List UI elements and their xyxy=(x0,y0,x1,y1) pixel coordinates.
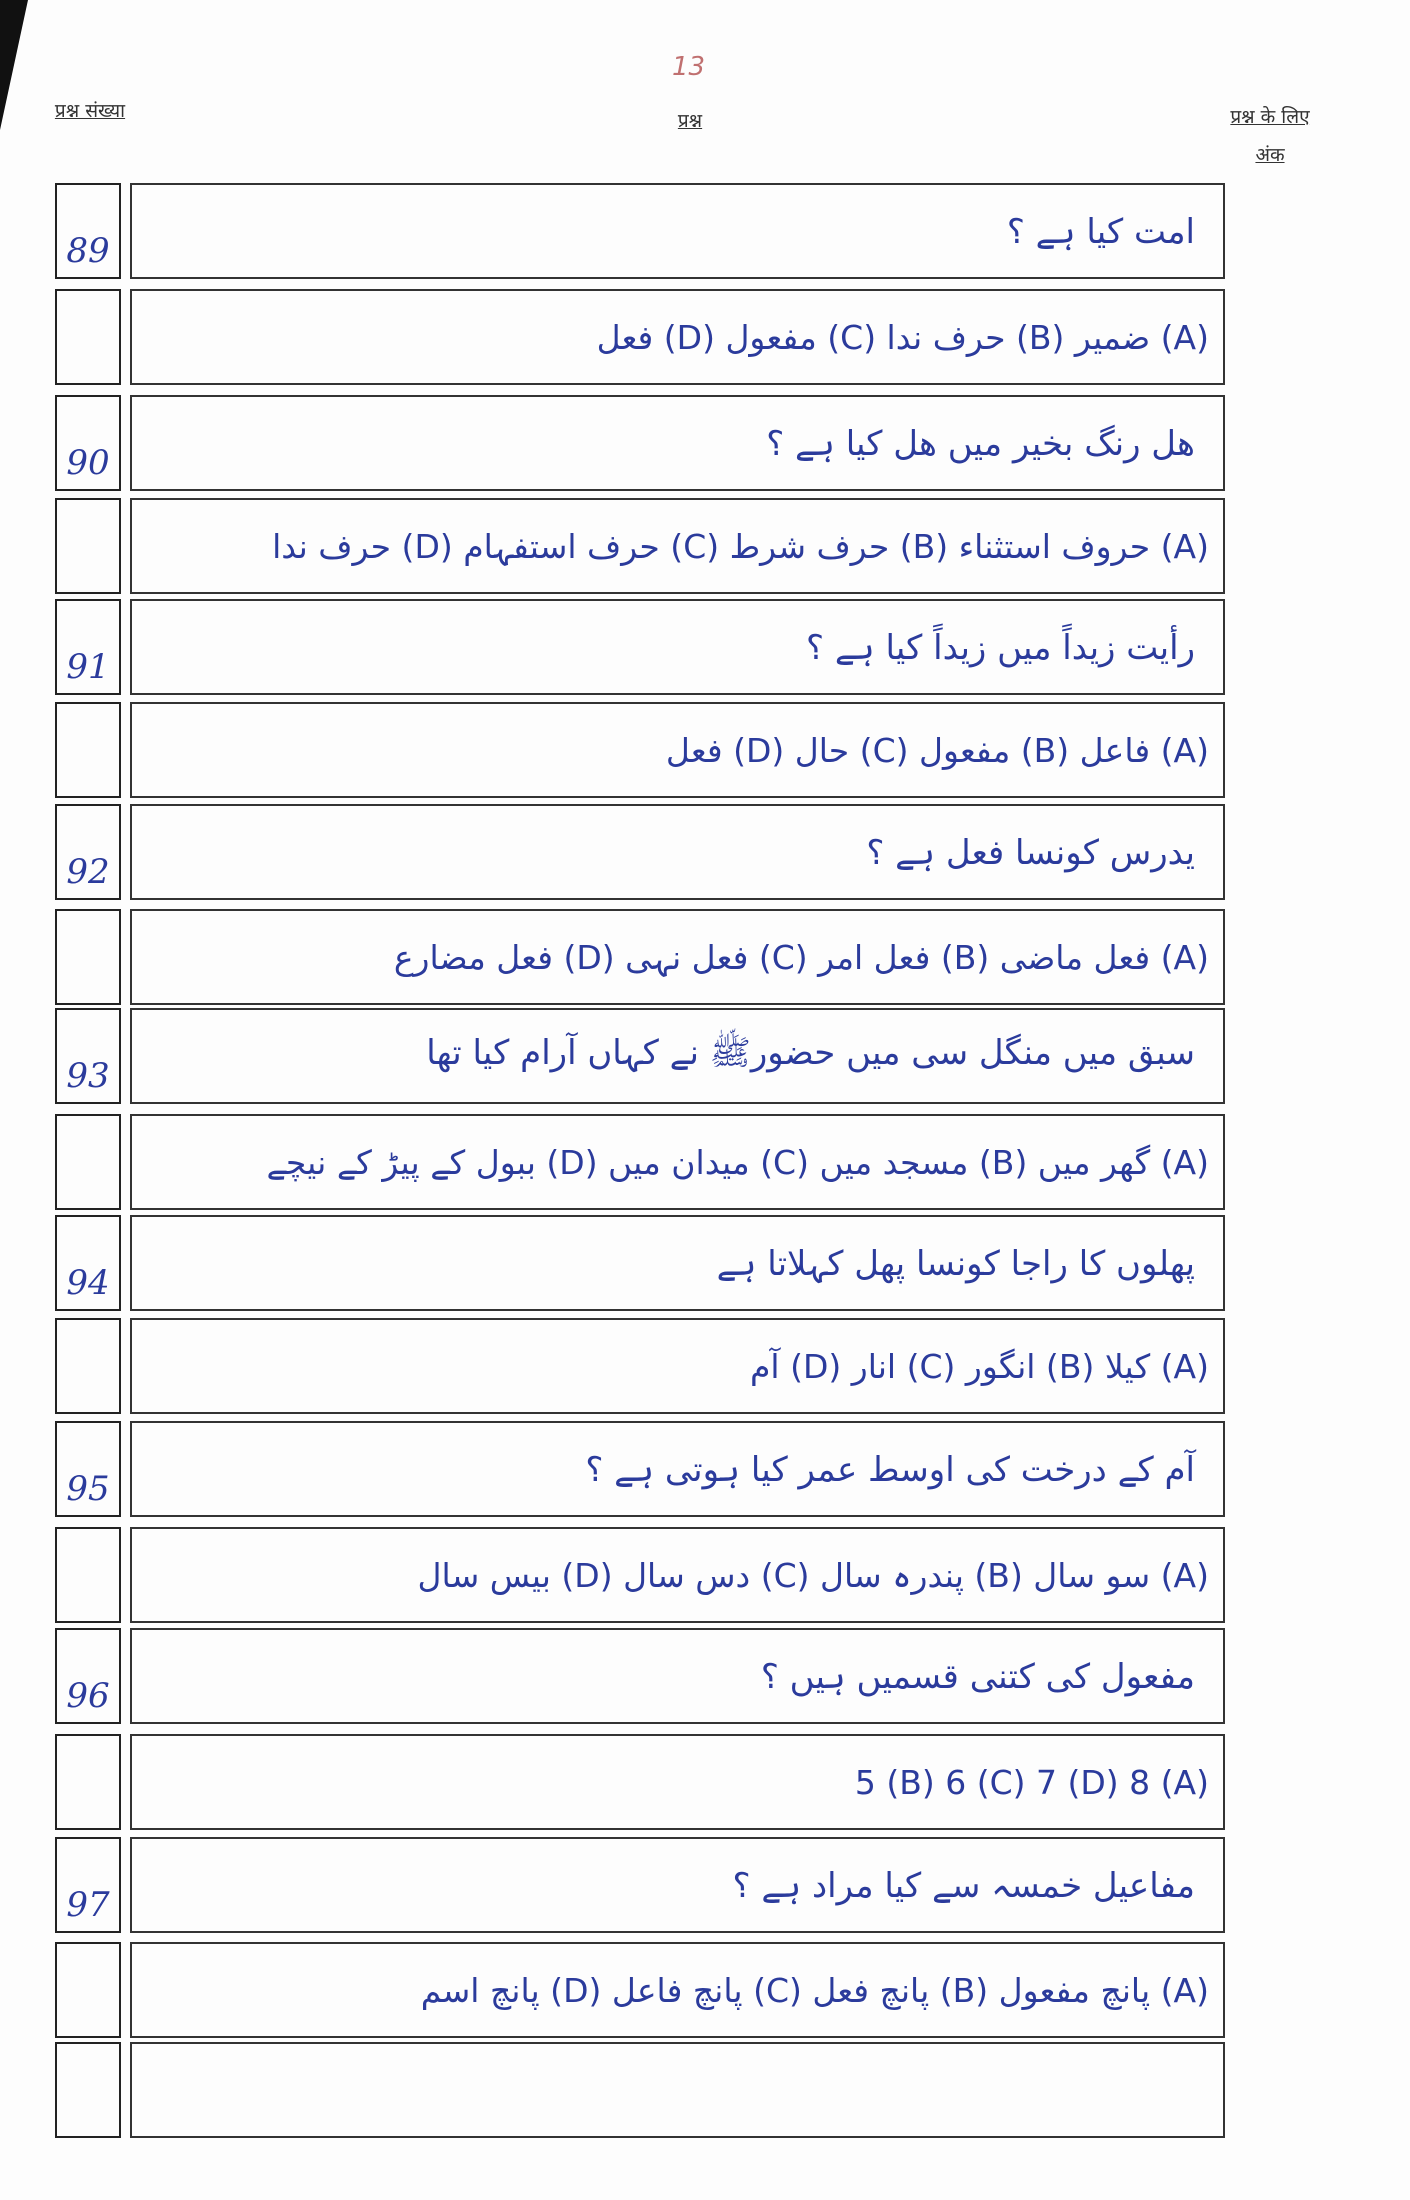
answer-options-cell: (A) حروف استثناء (B) حرف شرط (C) حرف استفہام (D) حرف ندا xyxy=(130,498,1225,594)
answer-options-cell: (A) 5 (B) 6 (C) 7 (D) 8 xyxy=(130,1734,1225,1830)
table-row xyxy=(55,1421,1225,1519)
table-row xyxy=(55,1008,1225,1106)
table-row xyxy=(55,1628,1225,1726)
question-number-cell: 95 xyxy=(55,1421,121,1517)
question-number-cell: 93 xyxy=(55,1008,121,1104)
table-row xyxy=(55,1114,1225,1212)
table-row xyxy=(55,1527,1225,1625)
page-number: 13 xyxy=(672,52,706,82)
table-row xyxy=(55,804,1225,902)
question-number-cell xyxy=(55,1318,121,1414)
table-row xyxy=(55,498,1225,596)
question-text-cell: مفاعیل خمسہ سے کیا مراد ہے ؟ xyxy=(130,1837,1225,1933)
question-number-cell: 91 xyxy=(55,599,121,695)
scan-edge-shadow xyxy=(0,0,28,130)
answer-options-cell: (A) ضمیر (B) حرف ندا (C) مفعول (D) فعل xyxy=(130,289,1225,385)
question-text-cell: مفعول کی کتنی قسمیں ہیں ؟ xyxy=(130,1628,1225,1724)
table-row xyxy=(55,1734,1225,1832)
question-number-cell: 92 xyxy=(55,804,121,900)
table-row xyxy=(55,395,1225,493)
question-number-cell xyxy=(55,1942,121,2038)
table-row xyxy=(55,1318,1225,1416)
question-number-cell xyxy=(55,702,121,798)
question-number-cell xyxy=(55,1734,121,1830)
answer-options-cell: (A) فعل ماضی (B) فعل امر (C) فعل نہی (D) فعل مضارع xyxy=(130,909,1225,1005)
table-row xyxy=(55,1837,1225,1935)
question-text-cell: امت کیا ہے ؟ xyxy=(130,183,1225,279)
question-number-cell xyxy=(55,1527,121,1623)
question-text-cell: سبق میں منگل سی میں حضورﷺ نے کہاں آرام کیا تھا xyxy=(130,1008,1225,1104)
question-number-cell xyxy=(55,909,121,1005)
answer-options-cell: (A) گھر میں (B) مسجد میں (C) میدان میں (D) ببول کے پیڑ کے نیچے xyxy=(130,1114,1225,1210)
header-marks: प्रश्न के लिए अंक xyxy=(1230,106,1310,166)
question-number-cell xyxy=(55,2042,121,2138)
question-number-cell xyxy=(55,498,121,594)
answer-options-cell: (A) کیلا (B) انگور (C) انار (D) آم xyxy=(130,1318,1225,1414)
table-row xyxy=(55,702,1225,800)
question-text-cell: آم کے درخت کی اوسط عمر کیا ہوتی ہے ؟ xyxy=(130,1421,1225,1517)
question-text-cell: ھل رنگ بخیر میں ھل کیا ہے ؟ xyxy=(130,395,1225,491)
question-text-cell: رأیت زیداً میں زیداً کیا ہے ؟ xyxy=(130,599,1225,695)
table-row xyxy=(55,289,1225,387)
table-row xyxy=(55,183,1225,281)
question-number-cell: 96 xyxy=(55,1628,121,1724)
answer-options-cell: (A) فاعل (B) مفعول (C) حال (D) فعل xyxy=(130,702,1225,798)
answer-options-cell: (A) سو سال (B) پندرہ سال (C) دس سال (D) بیس سال xyxy=(130,1527,1225,1623)
question-number-cell: 97 xyxy=(55,1837,121,1933)
table-row xyxy=(55,2042,1225,2140)
answer-options-cell: (A) پانچ مفعول (B) پانچ فعل (C) پانچ فاعل (D) پانچ اسم xyxy=(130,1942,1225,2038)
table-row xyxy=(55,1215,1225,1313)
question-text-cell: یدرس کونسا فعل ہے ؟ xyxy=(130,804,1225,900)
empty-cell xyxy=(130,2042,1225,2138)
question-number-cell xyxy=(55,289,121,385)
question-number-cell: 94 xyxy=(55,1215,121,1311)
header-question-number: प्रश्न संख्या xyxy=(54,100,126,122)
table-row xyxy=(55,909,1225,1007)
table-row xyxy=(55,1942,1225,2040)
question-number-cell: 90 xyxy=(55,395,121,491)
table-row xyxy=(55,599,1225,697)
question-number-cell xyxy=(55,1114,121,1210)
question-text-cell: پھلوں کا راجا کونسا پھل کہلاتا ہے xyxy=(130,1215,1225,1311)
question-number-cell: 89 xyxy=(55,183,121,279)
header-question: प्रश्न xyxy=(677,110,703,132)
